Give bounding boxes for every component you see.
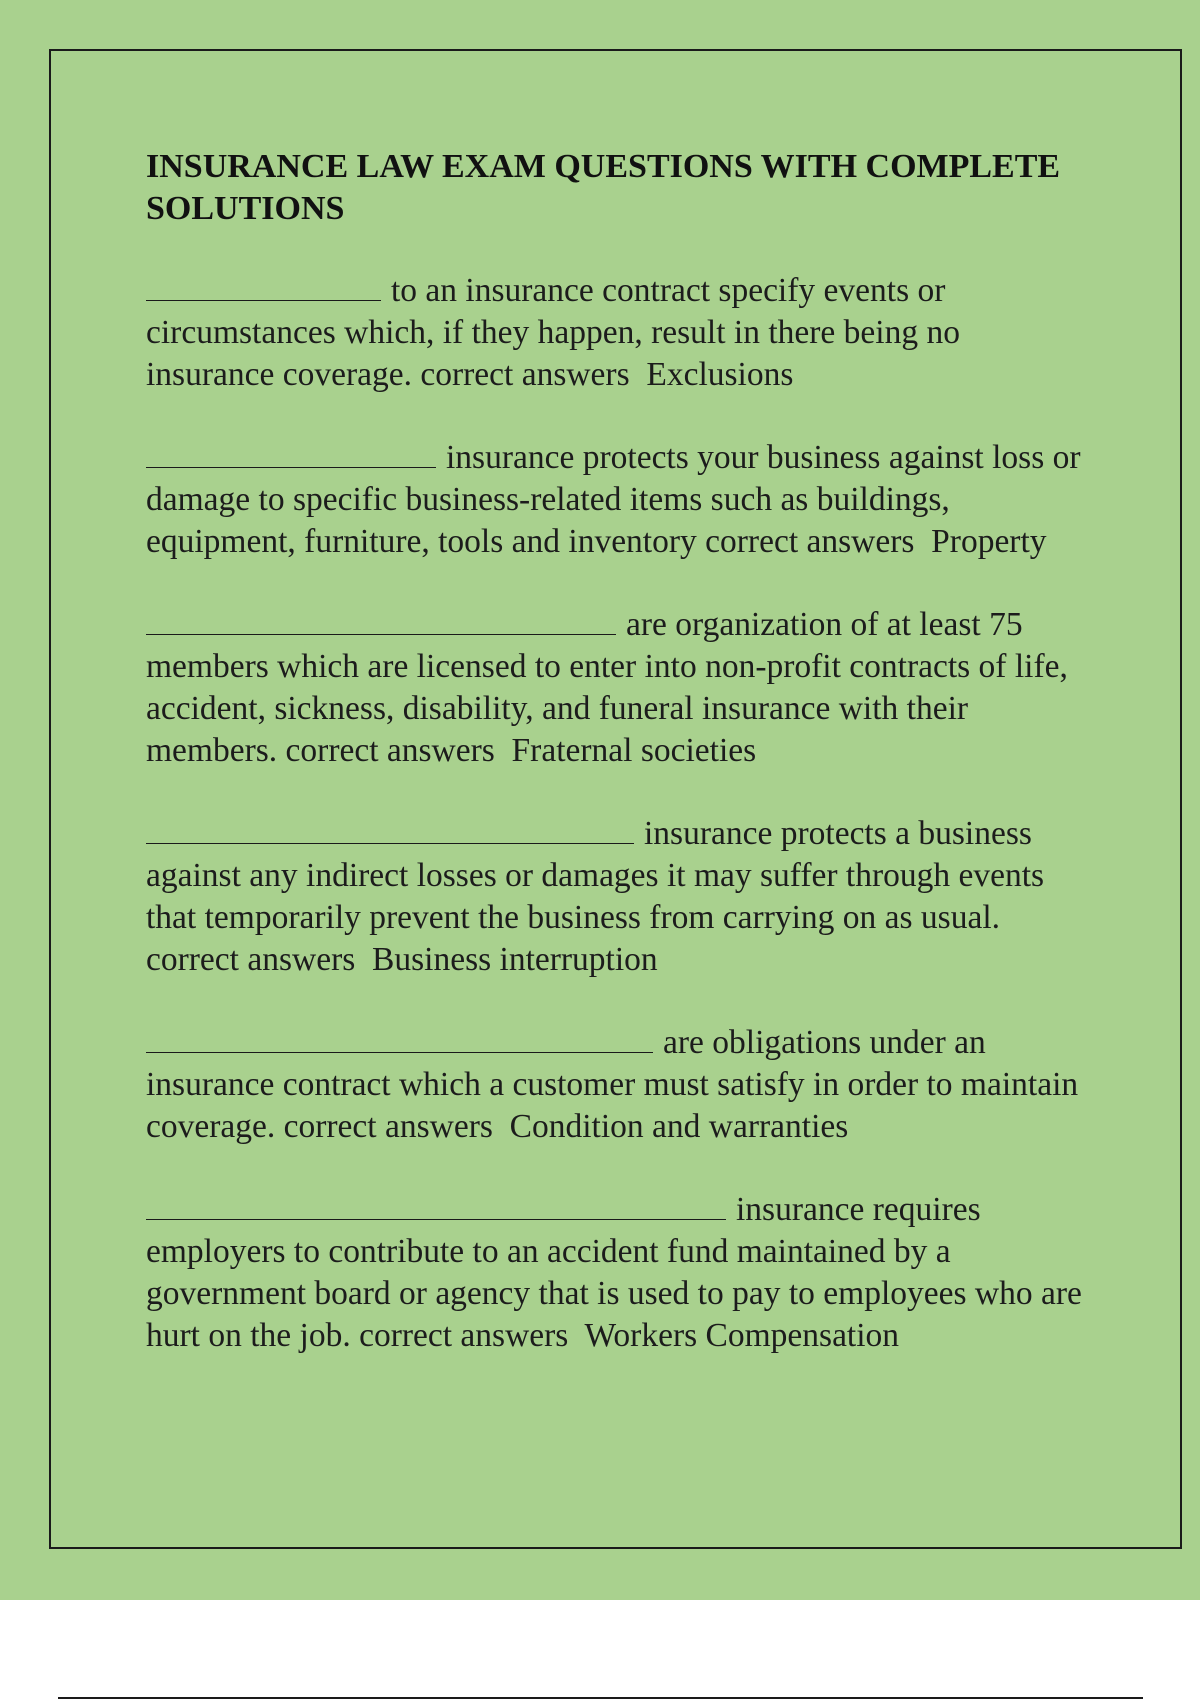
question-text: insurance protects your business against loss or damage to specific business-related items such as buildings, equipment, furniture, tools and inventory correct answers Property [146, 439, 1089, 560]
question-item [146, 270, 1096, 396]
answer-blank [146, 817, 634, 844]
answer-blank [146, 274, 381, 301]
question-text: to an insurance contract specify events or circumstances which, if they happen, result in there being no insurance coverage. correct answers Exclusions [146, 272, 969, 393]
question-item [146, 813, 1096, 981]
question-text: are obligations under an insurance contract which a customer must satisfy in order to maintain coverage. correct answers Condition and warranties [146, 1024, 1087, 1145]
answer-blank [146, 441, 436, 468]
question-item [146, 1022, 1096, 1148]
question-text: insurance requires employers to contribute to an accident fund maintained by a government board or agency that is used to pay to employees who are hurt on the job. correct answers Workers Compensation [146, 1191, 1091, 1354]
answer-blank [146, 608, 616, 635]
answer-blank [146, 1026, 653, 1053]
question-text: are organization of at least 75 members which are licensed to enter into non-profit contracts of life, accident, sickness, disability, and funeral insurance with their members. correct answers Fraternal societies [146, 606, 1077, 769]
question-item [146, 437, 1096, 563]
question-item [146, 604, 1096, 772]
answer-blank [146, 1193, 726, 1220]
question-item [146, 1189, 1096, 1357]
document-title: INSURANCE LAW EXAM QUESTIONS WITH COMPLETE SOLUTIONS [146, 148, 1061, 227]
footer-rule [58, 1697, 1143, 1699]
document-content [146, 146, 1096, 1357]
question-text: insurance protects a business against any indirect losses or damages it may suffer through events that temporarily prevent the business from carrying on as usual. correct answers Business interruption [146, 815, 1053, 978]
